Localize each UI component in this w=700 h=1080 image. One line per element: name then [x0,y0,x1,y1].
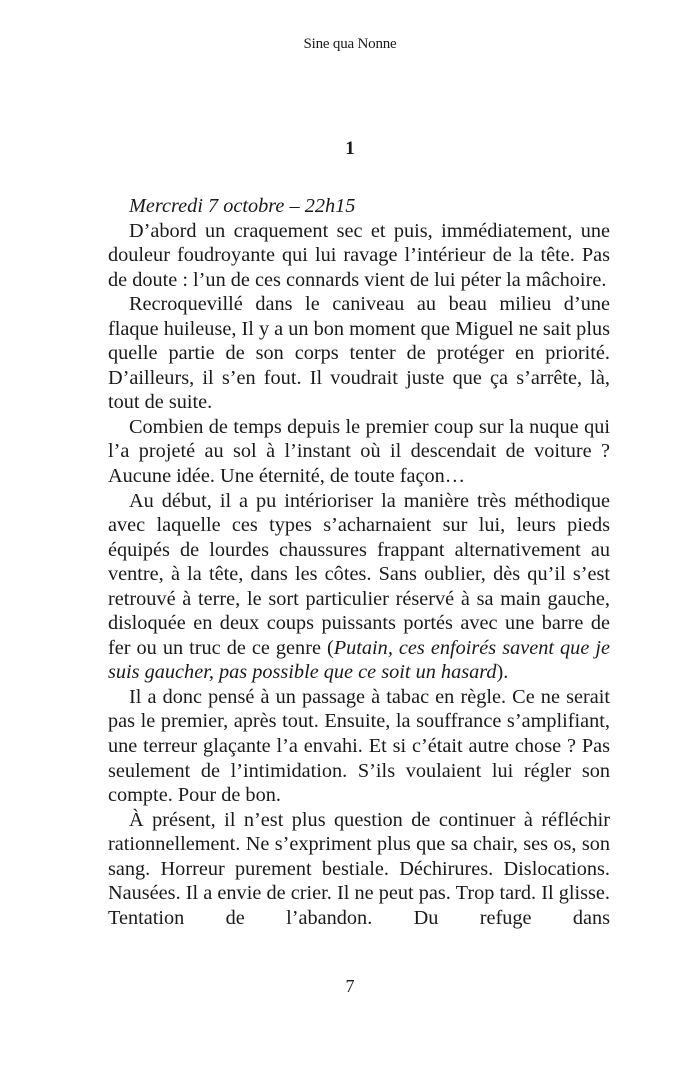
running-head-title: Sine qua Nonne [303,36,397,52]
chapter-number: 1 [345,138,355,159]
paragraph-5: Il a donc pensé à un passage à tabac en règle. Ce ne serait pas le premier, après tout. Ensuite, la souffrance s’amplifiant, une terreur glaçante l’a envahi. Et si c’était autre chose ? Pas seulement de l’intimidation. S’ils voulaient lui régler son compte. Pour de bon. [108,685,610,807]
paragraph-2: Recroquevillé dans le caniveau au beau milieu d’une flaque huileuse, Il y a un bon moment que Miguel ne sait plus quelle partie de son corps tenter de protéger en priorité. D’ailleurs, il s’en fout. Il voudrait juste que ça s’arrête, là, tout de suite. [108,293,610,414]
page-number: 7 [345,976,355,996]
body-text [108,194,610,930]
paragraph-4-text-after: ). [496,661,509,684]
paragraph-6: À présent, il n’est plus question de continuer à réfléchir rationnellement. Ne s’expriment plus que sa chair, ses os, son sang. Horreur purement bestiale. Déchirures. Dislocations. Nausées. Il a envie de crier. Il ne peut pas. Trop tard. Il glisse. Tentation de l’abandon. Du refuge dans [108,808,610,929]
paragraph-4-italic-thought: Putain, ces enfoirés savent que je suis gaucher, pas possible que ce soit un hasard [108,636,610,684]
paragraph-1: D’abord un craquement sec et puis, immédiatement, une douleur foudroyante qui lui ravage l’intérieur de la tête. Pas de doute : l’un de ces connards vient de lui péter la mâchoire. [108,219,610,291]
dateline: Mercredi 7 octobre – 22h15 [129,195,356,217]
paragraph-4-text-before: Au début, il a pu intérioriser la manière très méthodique avec laquelle ces types s’acharnaient sur lui, leurs pieds équipés de lourdes chaussures frappant alternativement au ventre, à la tête, dans les côtes. Sans oublier, dès qu’il s’est retrouvé à terre, le sort particulier réservé à sa main gauche, disloquée en deux coups puissants portés avec une barre de fer ou un truc de ce genre ( [108,489,610,659]
paragraph-3: Combien de temps depuis le premier coup sur la nuque qui l’a projeté au sol à l’instant où il descendait de voiture ? Aucune idée. Une éternité, de toute façon… [108,415,610,488]
paragraph-4 [108,489,610,685]
